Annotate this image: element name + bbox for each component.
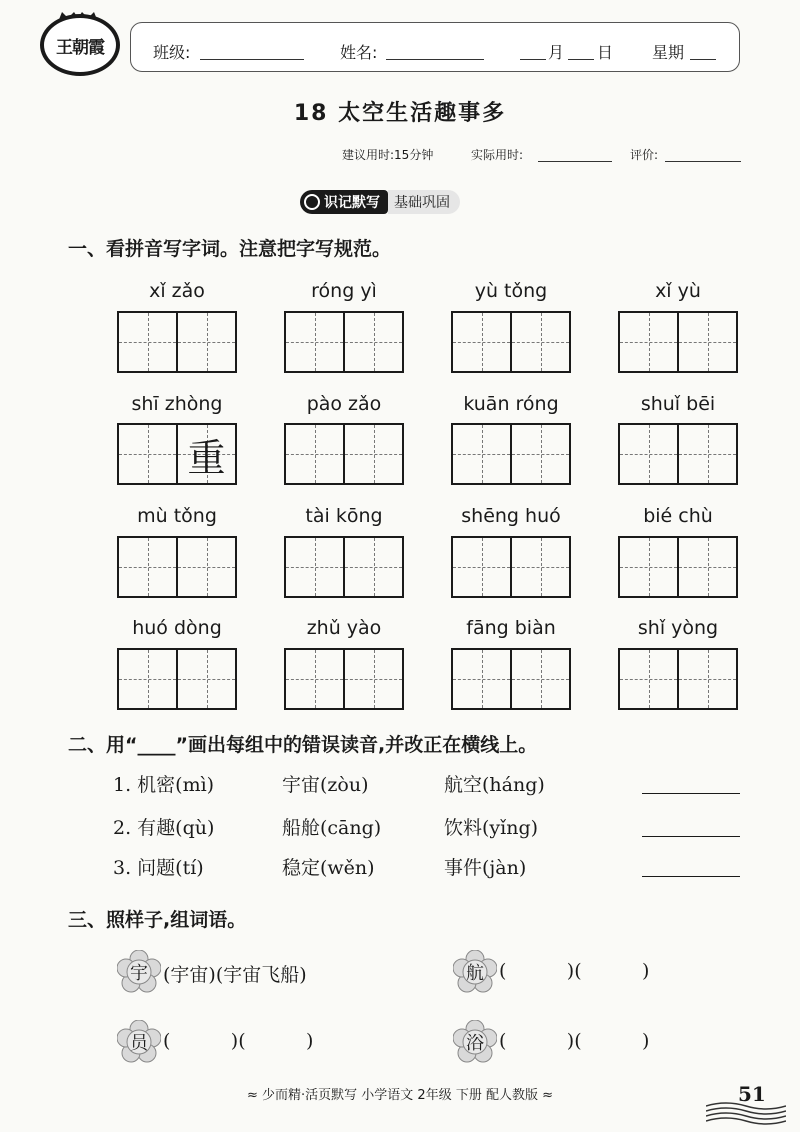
writing-cell[interactable]	[286, 313, 343, 371]
section2-heading: 二、用“____”画出每组中的错误读音,并改正在横线上。	[68, 734, 538, 756]
writing-box	[618, 536, 738, 598]
pinyin-label: huó dòng	[132, 617, 222, 639]
writing-cell[interactable]	[286, 538, 343, 596]
evaluation-field[interactable]	[665, 160, 741, 162]
writing-box	[284, 536, 404, 598]
pinyin-label: tài kōng	[305, 505, 383, 527]
writing-cell[interactable]	[510, 313, 569, 371]
pinyin-label: zhǔ yào	[306, 617, 382, 639]
class-label: 班级:	[153, 43, 191, 62]
pinyin-label: shēng huó	[461, 505, 561, 527]
writing-cell[interactable]	[176, 313, 235, 371]
writing-cell[interactable]	[176, 425, 235, 483]
writing-cell[interactable]	[510, 538, 569, 596]
section1-heading: 一、看拼音写字词。注意把字写规范。	[68, 238, 392, 260]
writing-cell[interactable]	[620, 538, 677, 596]
pinyin-label: fāng biàn	[466, 617, 556, 639]
writing-cell[interactable]	[677, 425, 736, 483]
pinyin-label: kuān róng	[463, 393, 559, 415]
writing-cell[interactable]	[620, 425, 677, 483]
writing-cell[interactable]	[510, 650, 569, 708]
section-tag	[300, 190, 460, 214]
name-label: 姓名:	[340, 43, 378, 62]
publisher-logo	[40, 14, 120, 76]
writing-box	[618, 648, 738, 710]
writing-cell[interactable]	[286, 650, 343, 708]
word-answer[interactable]: (宇宙)(宇宙飞船)	[163, 964, 307, 986]
base-char: 浴	[466, 1033, 484, 1054]
pronunciation-item[interactable]: 2. 有趣(qù)	[113, 817, 215, 839]
writing-cell[interactable]	[453, 313, 510, 371]
actual-time-field[interactable]	[538, 160, 612, 162]
pronunciation-item[interactable]: 航空(háng)	[444, 774, 545, 796]
writing-cell[interactable]	[677, 650, 736, 708]
page-number: 51	[738, 1082, 766, 1106]
actual-time-label: 实际用时:	[471, 148, 524, 162]
answer-line[interactable]	[642, 792, 740, 794]
pinyin-label: mù tǒng	[137, 505, 217, 527]
writing-box	[117, 648, 237, 710]
writing-box	[618, 423, 738, 485]
page-title: 18 太空生活趣事多	[293, 101, 507, 126]
footer-text: ≈ 少而精·活页默写 小学语文 2年级 下册 配人教版 ≈	[247, 1088, 553, 1103]
student-info-bar	[130, 22, 740, 72]
writing-cell[interactable]	[620, 313, 677, 371]
writing-cell[interactable]	[176, 650, 235, 708]
flower-icon	[117, 950, 161, 994]
answer-line[interactable]	[642, 875, 740, 877]
writing-cell[interactable]	[677, 538, 736, 596]
writing-box	[284, 423, 404, 485]
writing-box	[451, 423, 571, 485]
class-field[interactable]	[200, 58, 304, 60]
pinyin-label: xǐ zǎo	[149, 280, 205, 302]
month-field[interactable]	[520, 58, 546, 60]
writing-box	[451, 311, 571, 373]
written-char: 重	[187, 435, 226, 480]
writing-cell[interactable]	[343, 538, 402, 596]
base-char: 员	[130, 1033, 148, 1054]
medal-icon	[304, 194, 320, 210]
writing-cell[interactable]	[119, 650, 176, 708]
pronunciation-item[interactable]: 事件(jàn)	[444, 857, 527, 879]
pinyin-label: xǐ yù	[655, 280, 701, 302]
pronunciation-item[interactable]: 饮料(yǐng)	[444, 817, 539, 839]
writing-cell[interactable]	[119, 538, 176, 596]
writing-cell[interactable]	[176, 538, 235, 596]
logo-text: 王朝霞	[56, 37, 104, 58]
pinyin-label: shǐ yòng	[637, 617, 719, 639]
week-label: 星期	[652, 43, 685, 62]
tag-basics: 基础巩固	[388, 190, 460, 214]
month-label: 月	[548, 43, 565, 62]
writing-cell[interactable]	[119, 313, 176, 371]
writing-cell[interactable]	[119, 425, 176, 483]
base-char: 宇	[130, 963, 148, 984]
pinyin-label: pào zǎo	[306, 393, 382, 415]
pronunciation-item[interactable]: 稳定(wěn)	[282, 857, 375, 879]
pinyin-label: yù tǒng	[474, 280, 548, 302]
writing-box	[284, 311, 404, 373]
writing-cell[interactable]	[453, 538, 510, 596]
writing-cell[interactable]	[343, 425, 402, 483]
name-field[interactable]	[386, 58, 484, 60]
pronunciation-item[interactable]: 3. 问题(tí)	[113, 857, 204, 879]
writing-cell[interactable]	[453, 650, 510, 708]
flower-icon	[453, 1020, 497, 1064]
word-answer[interactable]: ( )( )	[163, 1030, 314, 1052]
writing-box	[284, 648, 404, 710]
pronunciation-item[interactable]: 船舱(cāng)	[282, 817, 382, 839]
pronunciation-item[interactable]: 1. 机密(mì)	[113, 774, 215, 796]
writing-box	[117, 311, 237, 373]
writing-cell[interactable]	[677, 313, 736, 371]
word-answer[interactable]: ( )( )	[499, 1030, 650, 1052]
pinyin-label: róng yì	[311, 280, 377, 302]
day-label: 日	[597, 43, 614, 62]
suggested-time: 建议用时:15分钟	[342, 148, 434, 162]
writing-box	[117, 536, 237, 598]
writing-cell[interactable]	[343, 650, 402, 708]
writing-box	[451, 536, 571, 598]
day-field[interactable]	[568, 58, 594, 60]
answer-line[interactable]	[642, 835, 740, 837]
pronunciation-item[interactable]: 宇宙(zòu)	[282, 774, 369, 796]
writing-cell[interactable]	[453, 425, 510, 483]
section3-heading: 三、照样子,组词语。	[68, 909, 247, 931]
evaluation-label: 评价:	[630, 148, 659, 162]
base-char: 航	[466, 963, 484, 984]
pinyin-label: bié chù	[643, 505, 713, 527]
writing-cell[interactable]	[286, 425, 343, 483]
tag-memorize	[300, 190, 388, 214]
writing-cell[interactable]	[620, 650, 677, 708]
writing-cell[interactable]	[510, 425, 569, 483]
week-field[interactable]	[690, 58, 716, 60]
pinyin-label: shī zhòng	[131, 393, 223, 415]
flower-icon	[117, 1020, 161, 1064]
word-answer[interactable]: ( )( )	[499, 960, 650, 982]
pinyin-label: shuǐ bēi	[640, 393, 716, 415]
flower-icon	[453, 950, 497, 994]
writing-box	[618, 311, 738, 373]
writing-box	[451, 648, 571, 710]
tag-memorize-text: 识记默写	[324, 195, 380, 211]
writing-cell[interactable]	[343, 313, 402, 371]
writing-box	[117, 423, 237, 485]
